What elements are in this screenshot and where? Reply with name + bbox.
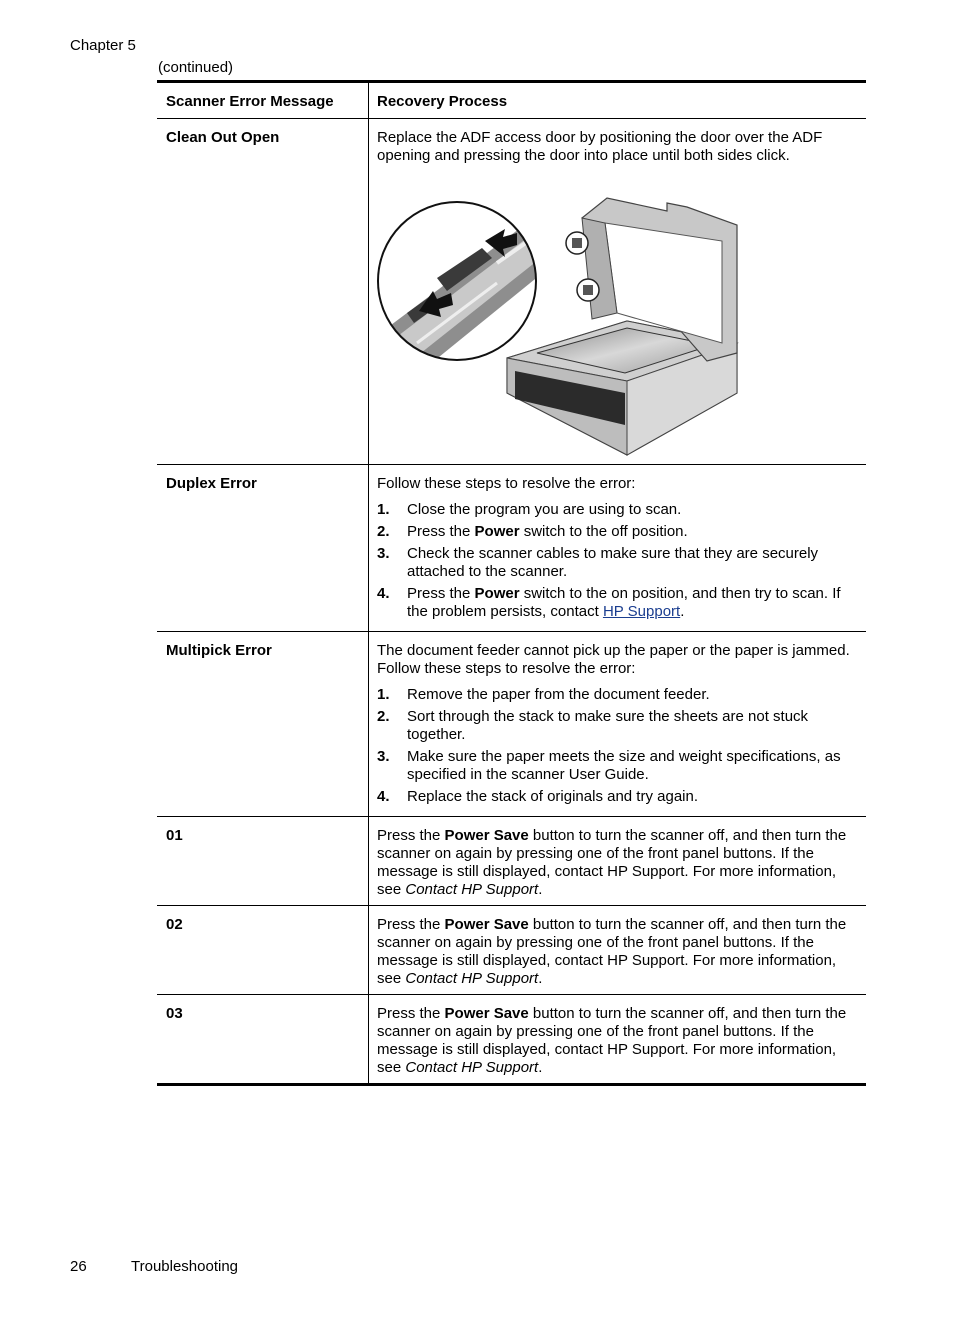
table-header-row	[157, 83, 866, 119]
table-row	[157, 465, 866, 632]
table-row	[157, 817, 866, 906]
table-row	[157, 906, 866, 995]
step-text: Close the program you are using to scan.	[407, 501, 682, 518]
recovery-text-part: button to turn the scanner off, and then turn the scanner on again by pressing one of the front panel buttons. If the message is still displayed, contact HP Support. For more information, see	[377, 916, 847, 987]
error-message: Multipick Error	[157, 632, 369, 816]
column-header-recovery: Recovery Process	[377, 93, 508, 110]
error-table	[157, 80, 866, 1086]
recovery-text: Replace the ADF access door by positioning the door over the ADF opening and pressing the door into place until both sides click.	[377, 129, 823, 164]
error-message: Clean Out Open	[157, 119, 369, 464]
recovery-text-part: .	[538, 1059, 543, 1076]
recovery-text-part: button to turn the scanner off, and then turn the scanner on again by pressing one of the front panel buttons. If the message is still displayed, contact HP Support. For more information, see	[377, 827, 847, 898]
contact-hp-support-ref: Contact HP Support	[405, 970, 539, 987]
column-header-message: Scanner Error Message	[157, 83, 369, 118]
step-text-part: Press the	[407, 585, 475, 602]
step-text-part: Press the	[407, 523, 475, 540]
section-title: Troubleshooting	[131, 1258, 239, 1275]
contact-hp-support-ref: Contact HP Support	[405, 1059, 539, 1076]
step-text: Make sure the paper meets the size and weight specifications, as specified in the scanner User Guide.	[407, 748, 841, 783]
recovery-text	[369, 906, 866, 994]
step-number: 2.	[377, 708, 390, 725]
hp-support-link[interactable]: HP Support	[602, 603, 681, 620]
step-text	[407, 585, 860, 621]
error-code: 02	[157, 906, 369, 994]
power-save-term: Power Save	[444, 1005, 529, 1022]
error-message: Duplex Error	[157, 465, 369, 631]
list-item	[377, 585, 860, 621]
list-item	[377, 545, 860, 581]
step-text	[407, 523, 860, 541]
list-item	[377, 686, 860, 704]
contact-hp-support-ref: Contact HP Support	[405, 881, 539, 898]
recovery-text-part: Press the	[377, 827, 445, 844]
continued-label: (continued)	[158, 59, 234, 76]
list-item	[377, 748, 860, 784]
recovery-text-part: Press the	[377, 1005, 445, 1022]
recovery-steps	[377, 686, 860, 806]
recovery-intro: Follow these steps to resolve the error:	[377, 475, 636, 492]
recovery-cell	[369, 119, 866, 464]
step-number: 1.	[377, 686, 390, 703]
power-save-term: Power Save	[444, 916, 529, 933]
scanner-adf-door-illustration	[377, 193, 757, 461]
table-row	[157, 119, 866, 465]
power-term: Power	[474, 523, 520, 540]
recovery-text	[369, 817, 866, 905]
step-number: 4.	[377, 585, 390, 602]
list-item	[377, 523, 860, 541]
page-number: 26	[70, 1258, 87, 1275]
power-save-term: Power Save	[444, 827, 529, 844]
step-text: Check the scanner cables to make sure that they are securely attached to the scanner.	[407, 545, 819, 580]
chapter-label: Chapter 5	[70, 37, 136, 54]
recovery-intro: The document feeder cannot pick up the paper or the paper is jammed. Follow these steps to resolve the error:	[377, 642, 850, 677]
step-text: Replace the stack of originals and try again.	[407, 788, 698, 805]
recovery-text-part: button to turn the scanner off, and then turn the scanner on again by pressing one of the front panel buttons. If the message is still displayed, contact HP Support. For more information, see	[377, 1005, 847, 1076]
error-code: 03	[157, 995, 369, 1083]
step-number: 1.	[377, 501, 390, 518]
step-text-part: .	[680, 603, 685, 620]
step-text-part: switch to the on position, and then try to scan. If the problem persists, contact	[407, 585, 841, 620]
recovery-text-part: .	[538, 970, 543, 987]
recovery-steps	[377, 501, 860, 621]
recovery-text-part: Press the	[377, 916, 445, 933]
recovery-cell	[369, 632, 866, 816]
step-number: 4.	[377, 788, 390, 805]
recovery-cell	[369, 465, 866, 631]
step-text-part: switch to the off position.	[519, 523, 688, 540]
table-row	[157, 995, 866, 1083]
power-term: Power	[474, 585, 520, 602]
list-item	[377, 501, 860, 519]
step-text: Sort through the stack to make sure the sheets are not stuck together.	[407, 708, 809, 743]
recovery-text	[369, 995, 866, 1083]
step-number: 3.	[377, 545, 390, 562]
error-code: 01	[157, 817, 369, 905]
list-item	[377, 708, 860, 744]
recovery-text-part: .	[538, 881, 543, 898]
step-text: Remove the paper from the document feeder.	[407, 686, 710, 703]
step-number: 3.	[377, 748, 390, 765]
table-row	[157, 632, 866, 817]
step-number: 2.	[377, 523, 390, 540]
list-item	[377, 788, 860, 806]
